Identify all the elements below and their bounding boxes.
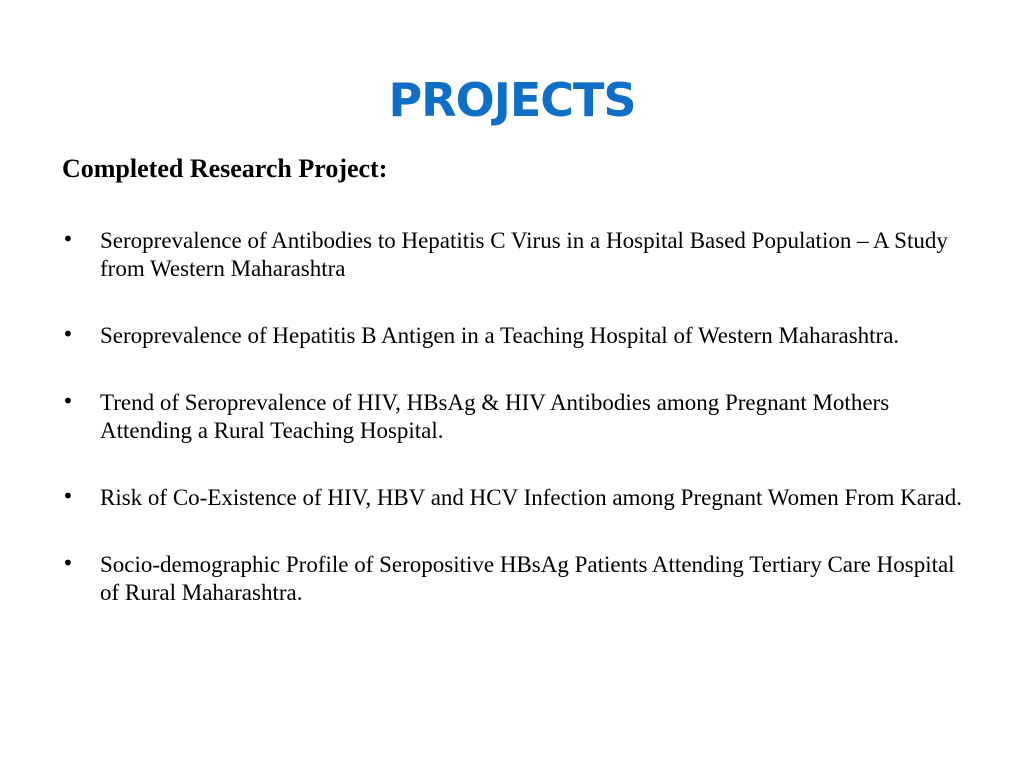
list-item-text: Risk of Co-Existence of HIV, HBV and HCV Infection among Pregnant Women From Karad. bbox=[100, 485, 963, 510]
list-item bbox=[62, 389, 972, 445]
bullet-icon: • bbox=[62, 227, 74, 251]
list-item bbox=[62, 551, 972, 607]
list-item-text: Seroprevalence of Hepatitis B Antigen in a Teaching Hospital of Western Maharashtra. bbox=[100, 323, 900, 348]
project-list bbox=[62, 227, 972, 607]
list-item bbox=[62, 484, 972, 512]
list-item-text: Seroprevalence of Antibodies to Hepatitis C Virus in a Hospital Based Population – A Study from Western Maharashtra bbox=[100, 228, 948, 281]
list-item bbox=[62, 227, 972, 283]
bullet-icon: • bbox=[62, 389, 74, 413]
list-item bbox=[62, 322, 972, 350]
section-heading: Completed Research Project: bbox=[62, 154, 388, 183]
bullet-icon: • bbox=[62, 551, 74, 575]
list-item-text: Socio-demographic Profile of Seropositive HBsAg Patients Attending Tertiary Care Hospital of Rural Maharashtra. bbox=[100, 552, 955, 605]
slide-title: PROJECTS bbox=[388, 73, 636, 127]
bullet-icon: • bbox=[62, 322, 74, 346]
list-item-text: Trend of Seroprevalence of HIV, HBsAg & HIV Antibodies among Pregnant Mothers Attending a Rural Teaching Hospital. bbox=[100, 390, 890, 443]
bullet-icon: • bbox=[62, 484, 74, 508]
